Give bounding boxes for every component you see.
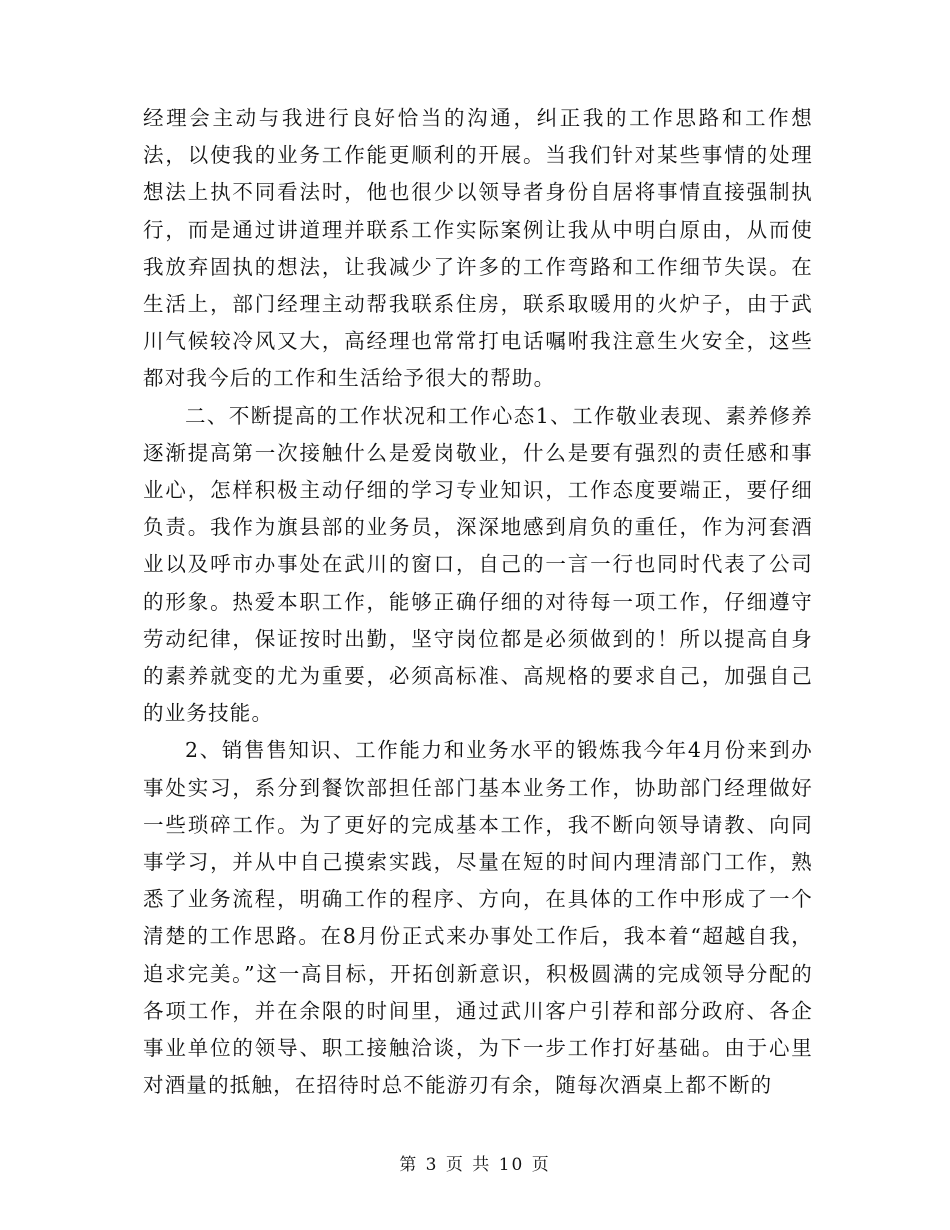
paragraph-2: 二、不断提高的工作状况和工作心态1、工作敬业表现、素养修养逐渐提高第一次接触什么是爱岗敬业，什么是要有强烈的责任感和事业心，怎样积极主动仔细的学习专业知识，工作态度要端正，要仔细负责。我作为旗县部的业务员，深深地感到肩负的重任，作为河套酒业以及呼市办事处在武川的窗口，自己的一言一行也同时代表了公司的形象。热爱本职工作，能够正确仔细的对待每一项工作，仔细遵守劳动纪律，保证按时出勤，坚守岗位都是必须做到的！所以提高自身的素养就变的尤为重要，必须高标准、高规格的要求自己，加强自己的业务技能。 (143, 403, 813, 726)
paragraph-3: 2、销售售知识、工作能力和业务水平的锻炼我今年4月份来到办事处实习，系分到餐饮部担任部门基本业务工作，协助部门经理做好一些琐碎工作。为了更好的完成基本工作，我不断向领导请教、向同事学习，并从中自己摸索实践，尽量在短的时间内理清部门工作，熟悉了业务流程，明确工作的程序、方向，在具体的工作中形成了一个清楚的工作思路。在8月份正式来办事处工作后，我本着“超越自我，追求完美。”这一高目标，开拓创新意识，积极圆满的完成领导分配的各项工作，并在余限的时间里，通过武川客户引荐和部分政府、各企事业单位的领导、职工接触洽谈，为下一步工作打好基础。由于心里对酒量的抵触，在招待时总不能游刃有余，随每次酒桌上都不断的 (143, 738, 813, 1098)
document-body (143, 100, 813, 1104)
page-number-footer: 第 3 页 共 10 页 (399, 1155, 551, 1175)
paragraph-1: 经理会主动与我进行良好恰当的沟通，纠正我的工作思路和工作想法，以使我的业务工作能更顺利的开展。当我们针对某些事情的处理想法上执不同看法时，他也很少以领导者身份自居将事情直接强制执行，而是通过讲道理并联系工作实际案例让我从中明白原由，从而使我放弃固执的想法，让我减少了许多的工作弯路和工作细节失误。在生活上，部门经理主动帮我联系住房，联系取暖用的火炉子，由于武川气候较冷风又大，高经理也常常打电话嘱咐我注意生火安全，这些都对我今后的工作和生活给予很大的帮助。 (143, 106, 813, 391)
